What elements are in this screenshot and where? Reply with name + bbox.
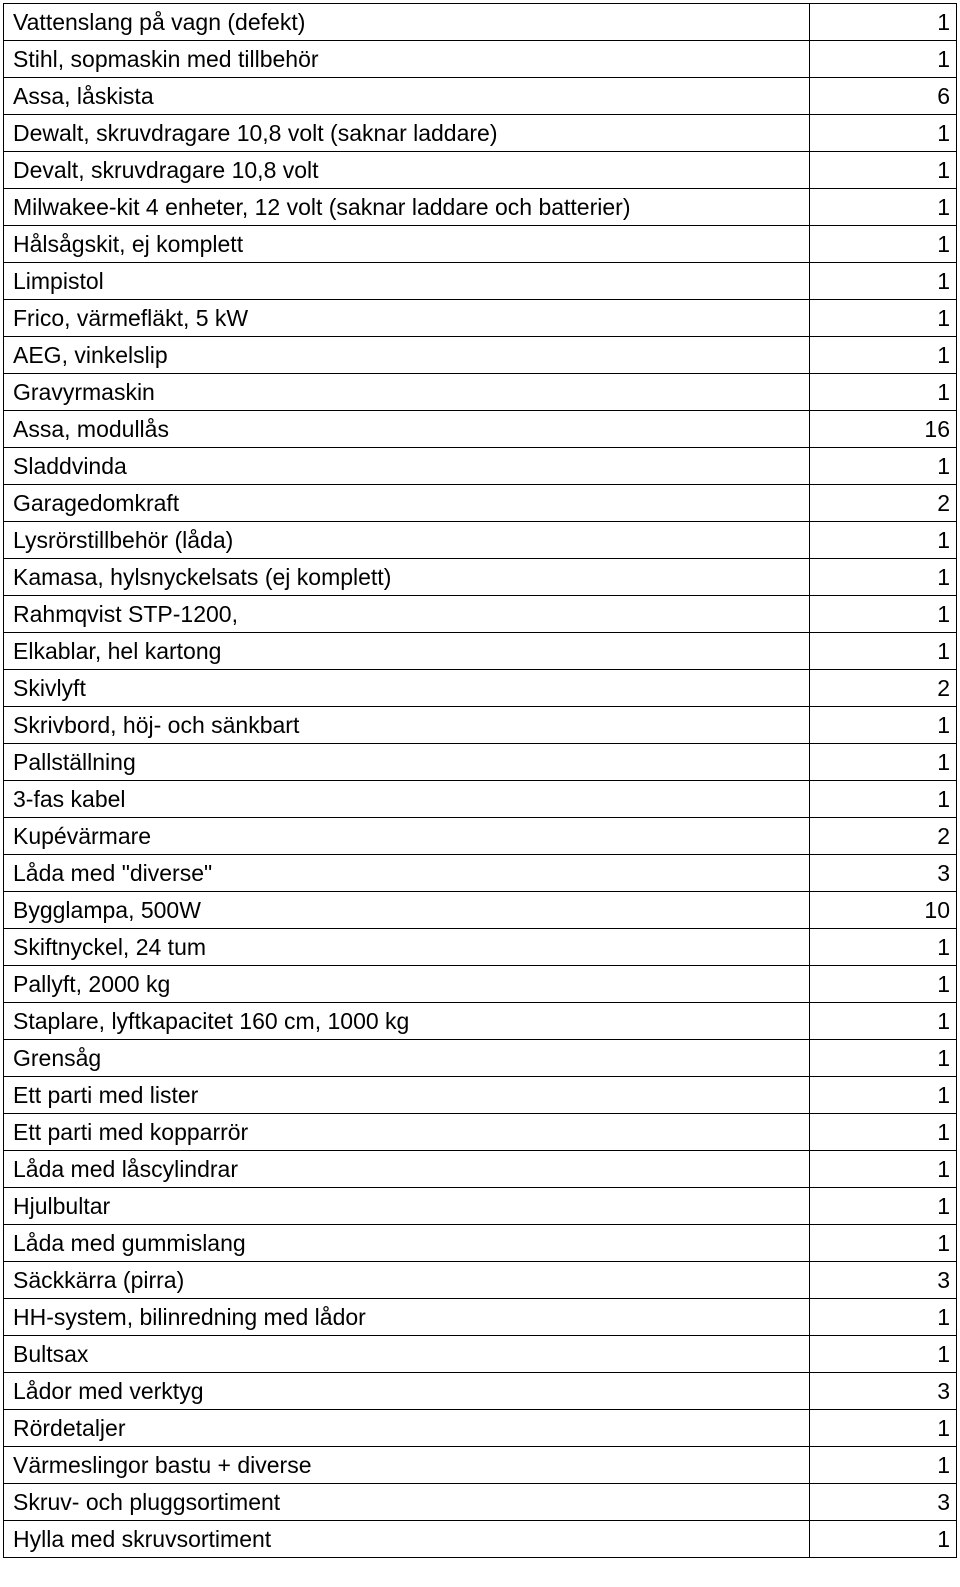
table-row — [4, 818, 957, 855]
table-row — [4, 448, 957, 485]
item-quantity-cell: 1 — [810, 1077, 957, 1114]
item-quantity-cell: 2 — [810, 670, 957, 707]
item-name-cell: Låda med gummislang — [4, 1225, 810, 1262]
table-row — [4, 1373, 957, 1410]
table-row — [4, 1225, 957, 1262]
item-quantity-cell: 1 — [810, 115, 957, 152]
item-name-cell: Skivlyft — [4, 670, 810, 707]
item-name-cell: Devalt, skruvdragare 10,8 volt — [4, 152, 810, 189]
table-row — [4, 1521, 957, 1558]
item-name-cell: Skiftnyckel, 24 tum — [4, 929, 810, 966]
table-row — [4, 633, 957, 670]
item-name-cell: Rahmqvist STP-1200, — [4, 596, 810, 633]
item-name-cell: Assa, modullås — [4, 411, 810, 448]
table-row — [4, 4, 957, 41]
item-quantity-cell: 1 — [810, 337, 957, 374]
item-name-cell: Grensåg — [4, 1040, 810, 1077]
item-quantity-cell: 1 — [810, 744, 957, 781]
item-name-cell: Gravyrmaskin — [4, 374, 810, 411]
item-quantity-cell: 1 — [810, 41, 957, 78]
table-row — [4, 781, 957, 818]
item-quantity-cell: 6 — [810, 78, 957, 115]
item-name-cell: Sladdvinda — [4, 448, 810, 485]
item-quantity-cell: 1 — [810, 189, 957, 226]
item-name-cell: Rördetaljer — [4, 1410, 810, 1447]
item-quantity-cell: 1 — [810, 4, 957, 41]
item-name-cell: Kupévärmare — [4, 818, 810, 855]
item-name-cell: Dewalt, skruvdragare 10,8 volt (saknar laddare) — [4, 115, 810, 152]
table-row — [4, 152, 957, 189]
item-quantity-cell: 1 — [810, 448, 957, 485]
table-row — [4, 1151, 957, 1188]
item-name-cell: 3-fas kabel — [4, 781, 810, 818]
table-row — [4, 1040, 957, 1077]
item-quantity-cell: 1 — [810, 633, 957, 670]
item-name-cell: Bultsax — [4, 1336, 810, 1373]
item-quantity-cell: 1 — [810, 300, 957, 337]
item-name-cell: Assa, låskista — [4, 78, 810, 115]
item-quantity-cell: 1 — [810, 1521, 957, 1558]
item-name-cell: Garagedomkraft — [4, 485, 810, 522]
item-quantity-cell: 1 — [810, 1040, 957, 1077]
table-row — [4, 1484, 957, 1521]
table-row — [4, 189, 957, 226]
item-name-cell: Skruv- och pluggsortiment — [4, 1484, 810, 1521]
table-row — [4, 1262, 957, 1299]
item-name-cell: Limpistol — [4, 263, 810, 300]
table-row — [4, 1447, 957, 1484]
item-quantity-cell: 3 — [810, 1484, 957, 1521]
item-name-cell: Kamasa, hylsnyckelsats (ej komplett) — [4, 559, 810, 596]
item-quantity-cell: 1 — [810, 1336, 957, 1373]
table-row — [4, 670, 957, 707]
item-quantity-cell: 1 — [810, 152, 957, 189]
table-row — [4, 411, 957, 448]
item-quantity-cell: 1 — [810, 1225, 957, 1262]
item-name-cell: Hålsågskit, ej komplett — [4, 226, 810, 263]
table-row — [4, 596, 957, 633]
table-row — [4, 1003, 957, 1040]
item-quantity-cell: 3 — [810, 855, 957, 892]
item-quantity-cell: 2 — [810, 818, 957, 855]
item-quantity-cell: 10 — [810, 892, 957, 929]
item-quantity-cell: 1 — [810, 1114, 957, 1151]
table-row — [4, 929, 957, 966]
table-row — [4, 300, 957, 337]
item-quantity-cell: 1 — [810, 226, 957, 263]
item-name-cell: Hylla med skruvsortiment — [4, 1521, 810, 1558]
item-name-cell: Staplare, lyftkapacitet 160 cm, 1000 kg — [4, 1003, 810, 1040]
table-row — [4, 115, 957, 152]
table-row — [4, 337, 957, 374]
item-quantity-cell: 1 — [810, 559, 957, 596]
item-name-cell: Stihl, sopmaskin med tillbehör — [4, 41, 810, 78]
item-quantity-cell: 1 — [810, 1299, 957, 1336]
table-row — [4, 1114, 957, 1151]
item-name-cell: Säckkärra (pirra) — [4, 1262, 810, 1299]
table-row — [4, 41, 957, 78]
table-row — [4, 1410, 957, 1447]
item-quantity-cell: 1 — [810, 1151, 957, 1188]
item-name-cell: HH-system, bilinredning med lådor — [4, 1299, 810, 1336]
table-row — [4, 226, 957, 263]
table-row — [4, 892, 957, 929]
item-name-cell: Bygglampa, 500W — [4, 892, 810, 929]
item-name-cell: AEG, vinkelslip — [4, 337, 810, 374]
table-row — [4, 485, 957, 522]
table-row — [4, 522, 957, 559]
table-row — [4, 1299, 957, 1336]
item-name-cell: Låda med "diverse" — [4, 855, 810, 892]
item-quantity-cell: 1 — [810, 263, 957, 300]
item-name-cell: Frico, värmefläkt, 5 kW — [4, 300, 810, 337]
item-quantity-cell: 1 — [810, 596, 957, 633]
item-name-cell: Lysrörstillbehör (låda) — [4, 522, 810, 559]
table-row — [4, 1188, 957, 1225]
item-name-cell: Pallställning — [4, 744, 810, 781]
item-quantity-cell: 1 — [810, 1188, 957, 1225]
item-quantity-cell: 1 — [810, 522, 957, 559]
item-name-cell: Värmeslingor bastu + diverse — [4, 1447, 810, 1484]
table-row — [4, 78, 957, 115]
item-name-cell: Vattenslang på vagn (defekt) — [4, 4, 810, 41]
item-name-cell: Lådor med verktyg — [4, 1373, 810, 1410]
item-name-cell: Hjulbultar — [4, 1188, 810, 1225]
inventory-table-body — [4, 4, 957, 1558]
table-row — [4, 1336, 957, 1373]
item-name-cell: Pallyft, 2000 kg — [4, 966, 810, 1003]
item-quantity-cell: 16 — [810, 411, 957, 448]
item-name-cell: Ett parti med kopparrör — [4, 1114, 810, 1151]
item-quantity-cell: 1 — [810, 966, 957, 1003]
table-row — [4, 559, 957, 596]
item-quantity-cell: 1 — [810, 1003, 957, 1040]
item-name-cell: Elkablar, hel kartong — [4, 633, 810, 670]
item-name-cell: Skrivbord, höj- och sänkbart — [4, 707, 810, 744]
item-quantity-cell: 3 — [810, 1262, 957, 1299]
item-quantity-cell: 2 — [810, 485, 957, 522]
inventory-table — [3, 3, 957, 1558]
item-quantity-cell: 1 — [810, 1410, 957, 1447]
table-row — [4, 707, 957, 744]
item-name-cell: Ett parti med lister — [4, 1077, 810, 1114]
item-name-cell: Milwakee-kit 4 enheter, 12 volt (saknar laddare och batterier) — [4, 189, 810, 226]
table-row — [4, 744, 957, 781]
item-quantity-cell: 1 — [810, 374, 957, 411]
item-quantity-cell: 1 — [810, 707, 957, 744]
item-quantity-cell: 1 — [810, 929, 957, 966]
item-quantity-cell: 1 — [810, 781, 957, 818]
table-row — [4, 855, 957, 892]
item-quantity-cell: 1 — [810, 1447, 957, 1484]
item-quantity-cell: 3 — [810, 1373, 957, 1410]
table-row — [4, 374, 957, 411]
table-row — [4, 1077, 957, 1114]
table-row — [4, 263, 957, 300]
table-row — [4, 966, 957, 1003]
item-name-cell: Låda med låscylindrar — [4, 1151, 810, 1188]
